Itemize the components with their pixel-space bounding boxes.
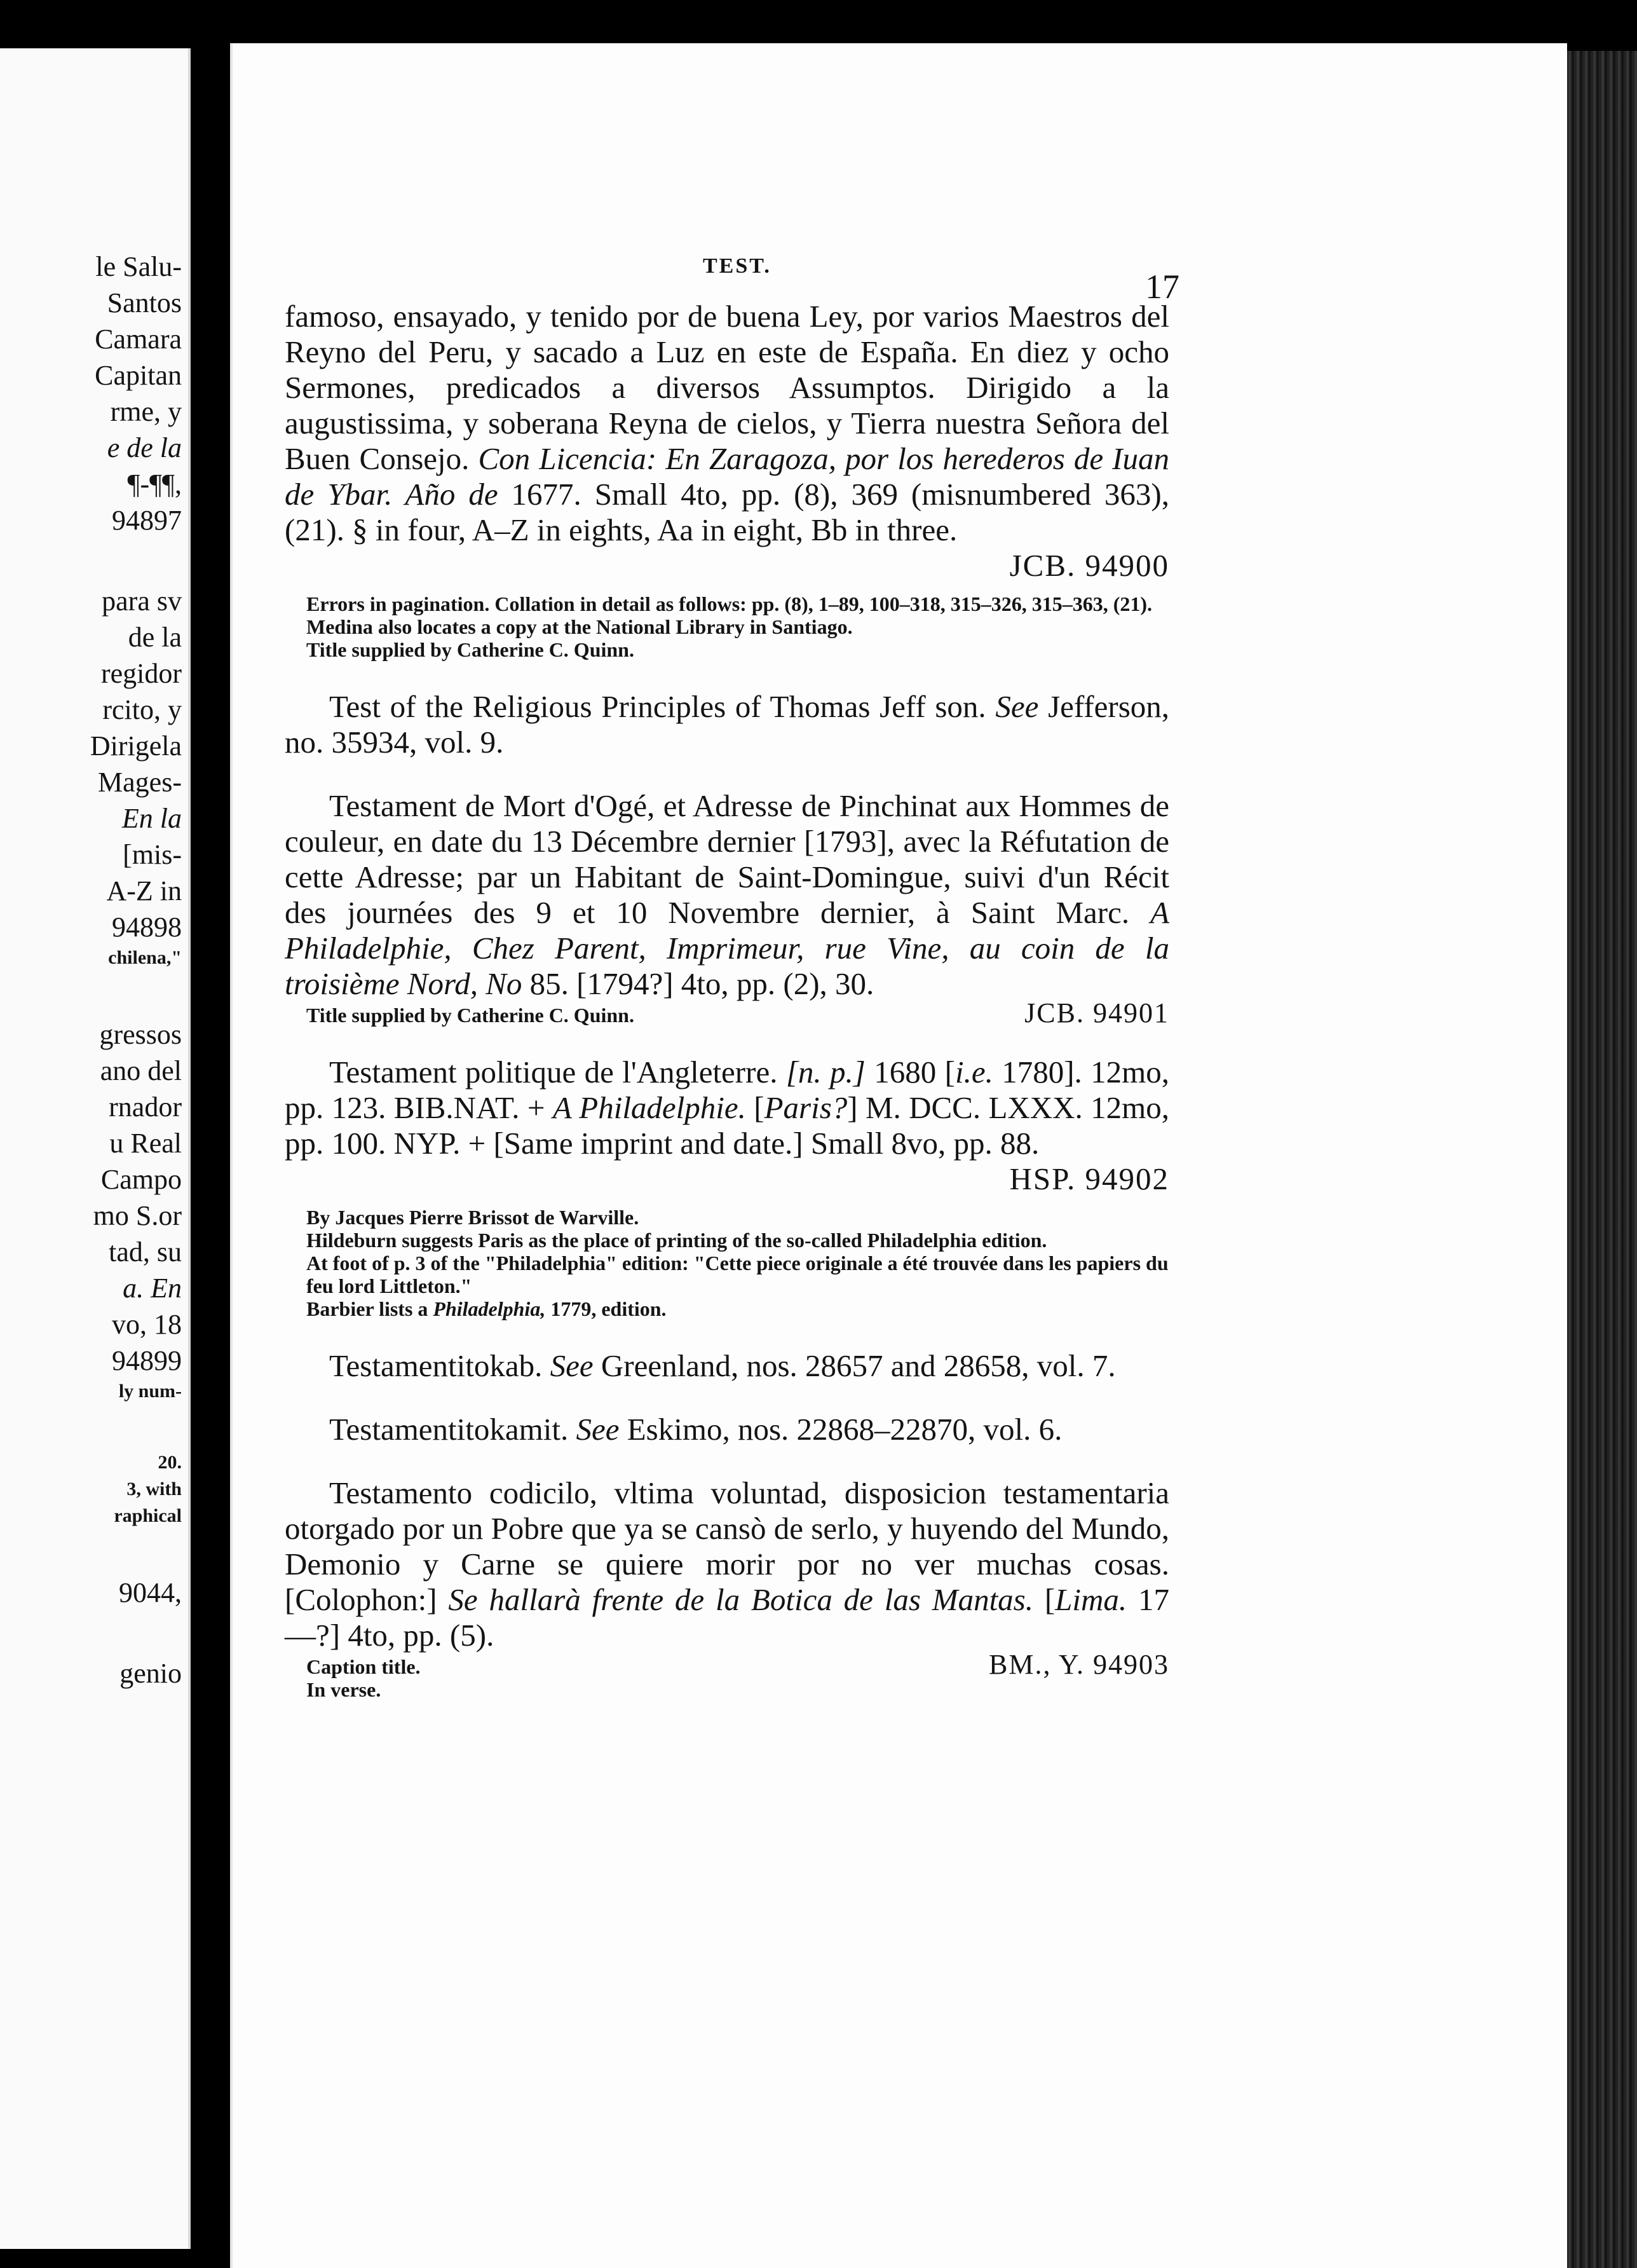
facing-page-line: Campo <box>100 1164 182 1195</box>
facing-page-line: u Real <box>109 1128 182 1159</box>
facing-page-line: En la <box>121 803 182 834</box>
facing-page-line: 20. <box>158 1452 182 1473</box>
entry-94903 <box>285 1475 1169 1701</box>
catalog-page <box>230 43 1567 2268</box>
facing-page-line: ly num- <box>118 1381 182 1402</box>
note: Title supplied by Catherine C. Quinn. <box>306 1004 634 1027</box>
facing-page-line: le Salu- <box>95 251 182 282</box>
entry-note-ref-line <box>285 1649 1169 1680</box>
entry-94902 <box>285 1055 1169 1320</box>
location-ref: JCB. 94900 <box>1009 548 1169 583</box>
note: Medina also locates a copy at the National Library in Santiago. <box>306 615 853 638</box>
entry-text: Testamentitokamit. See Eskimo, nos. 22868–22870, vol. 6. <box>329 1412 1063 1447</box>
entry-ref-line <box>285 1161 1169 1197</box>
page-number: 17 <box>1145 268 1179 306</box>
entry-ref-line <box>285 548 1169 584</box>
note: By Jacques Pierre Brissot de Warville. <box>306 1206 639 1229</box>
entry-text: Testament de Mort d'Ogé, et Adresse de Pinchinat aux Hommes de couleur, en date du 13 Décembre dernier [1793], avec la Réfutation de cette Adresse; par un Habitant de Saint-Domingue, suivi d'un Récit des journées des 9 et 10 Novembre dernier, à Saint Marc. A Philadelphie, Chez Parent, Imprimeur, rue Vine, au coin de la troisième Nord, No 85. [1794?] 4to, pp. (2), 30. <box>285 788 1170 1001</box>
note: Hildeburn suggests Paris as the place of printing of the so-called Philadelphia edition. <box>306 1229 1047 1252</box>
note: In verse. <box>306 1678 381 1701</box>
facing-page-line: rme, y <box>110 396 182 427</box>
location-ref: BM., Y. 94903 <box>989 1649 1169 1680</box>
facing-page-line: vo, 18 <box>112 1309 182 1340</box>
facing-page-line: ano del <box>100 1055 182 1086</box>
entry-94900 <box>285 299 1169 661</box>
entry-text: Testamento codicilo, vltima voluntad, disposicion testamentaria otorgado por un Pobre que ya se cansò de serlo, y huyendo del Mundo, Demonio y Carne se quiere morir por no ver muchas cosas. [Colophon:] Se hallarà frente de la Botica de las Mantas. [Lima. 17—?] 4to, pp. (5). <box>285 1475 1170 1653</box>
facing-page-line: A-Z in <box>106 875 182 906</box>
location-ref: JCB. 94901 <box>1024 997 1169 1028</box>
facing-page-line: mo S.or <box>93 1200 182 1231</box>
entry-testamentitokab <box>285 1348 1169 1384</box>
entry-test-religious <box>285 689 1169 760</box>
facing-page-line: 94898 <box>112 912 182 943</box>
note: Caption title. <box>306 1655 421 1678</box>
facing-page-line: Capitan <box>95 360 182 391</box>
location-ref: HSP. 94902 <box>1009 1161 1169 1196</box>
page-content <box>285 299 1169 1701</box>
note: Barbier lists a Philadelphia, 1779, edition. <box>306 1297 667 1320</box>
facing-page-line: ¶-¶¶, <box>127 468 182 500</box>
note: At foot of p. 3 of the "Philadelphia" edition: "Cette piece originale a été trouvée dans les papiers du feu lord Littleton." <box>306 1252 1169 1297</box>
facing-page-line: regidor <box>100 658 182 689</box>
note: Title supplied by Catherine C. Quinn. <box>306 638 634 661</box>
facing-page-fragment <box>0 48 191 2249</box>
facing-page-line: gressos <box>99 1019 182 1050</box>
entry-text: famoso, ensayado, y tenido por de buena Ley, por varios Maestros del Reyno del Peru, y sacado a Luz en este de España. En diez y ocho Sermones, predicados a diversos Assumptos. Dirigido a la augustissima, y soberana Reyna de cielos, y Tierra nuestra Señora del Buen Consejo. Con Licencia: En Zaragoza, por los herederos de Iuan de Ybar. Año de 1677. Small 4to, pp. (8), 369 (misnumbered 363), (21). § in four, A–Z in eights, Aa in eight, Bb in three. <box>285 299 1169 547</box>
facing-page-line: 3, with <box>126 1479 182 1499</box>
facing-page-line: [mis- <box>123 839 182 870</box>
facing-page-line: Dirigela <box>90 730 182 762</box>
facing-page-line: rnador <box>109 1091 182 1123</box>
entry-text: Testament politique de l'Angleterre. [n. p.] 1680 [i.e. 1780]. 12mo, pp. 123. BIB.NAT. + A Philadelphie. [Paris?] M. DCC. LXXX. 12mo, pp. 100. NYP. + [Same imprint and date.] Small 8vo, pp. 88. <box>285 1055 1170 1161</box>
facing-page-line: chilena," <box>108 947 182 968</box>
facing-page-line: 94899 <box>112 1345 182 1376</box>
facing-page-line: Santos <box>107 287 182 318</box>
entry-text: Test of the Religious Principles of Thomas Jeff son. See Jefferson, no. 35934, vol. 9. <box>285 689 1170 760</box>
entry-note-ref-line <box>285 997 1169 1028</box>
running-head: TEST. <box>703 254 771 278</box>
facing-page-line: 94897 <box>112 505 182 536</box>
facing-page-line: tad, su <box>109 1236 182 1267</box>
facing-page-line: rcito, y <box>102 694 182 725</box>
entry-text: Testamentitokab. See Greenland, nos. 28657 and 28658, vol. 7. <box>329 1348 1116 1383</box>
facing-page-line: 9044, <box>119 1577 182 1608</box>
facing-page-line: Mages- <box>98 767 182 798</box>
entry-notes <box>285 1206 1169 1320</box>
facing-page-line: Camara <box>95 324 182 355</box>
facing-page-line: para sv <box>102 585 182 617</box>
facing-page-text <box>0 48 188 2249</box>
facing-page-line: de la <box>128 622 182 653</box>
facing-page-line: e de la <box>107 432 182 463</box>
entry-94901 <box>285 788 1169 1027</box>
page-header <box>233 216 1567 306</box>
note: Errors in pagination. Collation in detail as follows: pp. (8), 1–89, 100–318, 315–326, 315–363, (21). <box>306 592 1153 615</box>
entry-notes <box>285 592 1169 661</box>
facing-page-line: genio <box>119 1658 182 1689</box>
entry-testamentitokamit <box>285 1412 1169 1447</box>
facing-page-line: a. En <box>123 1273 182 1304</box>
facing-page-line: raphical <box>114 1505 182 1526</box>
